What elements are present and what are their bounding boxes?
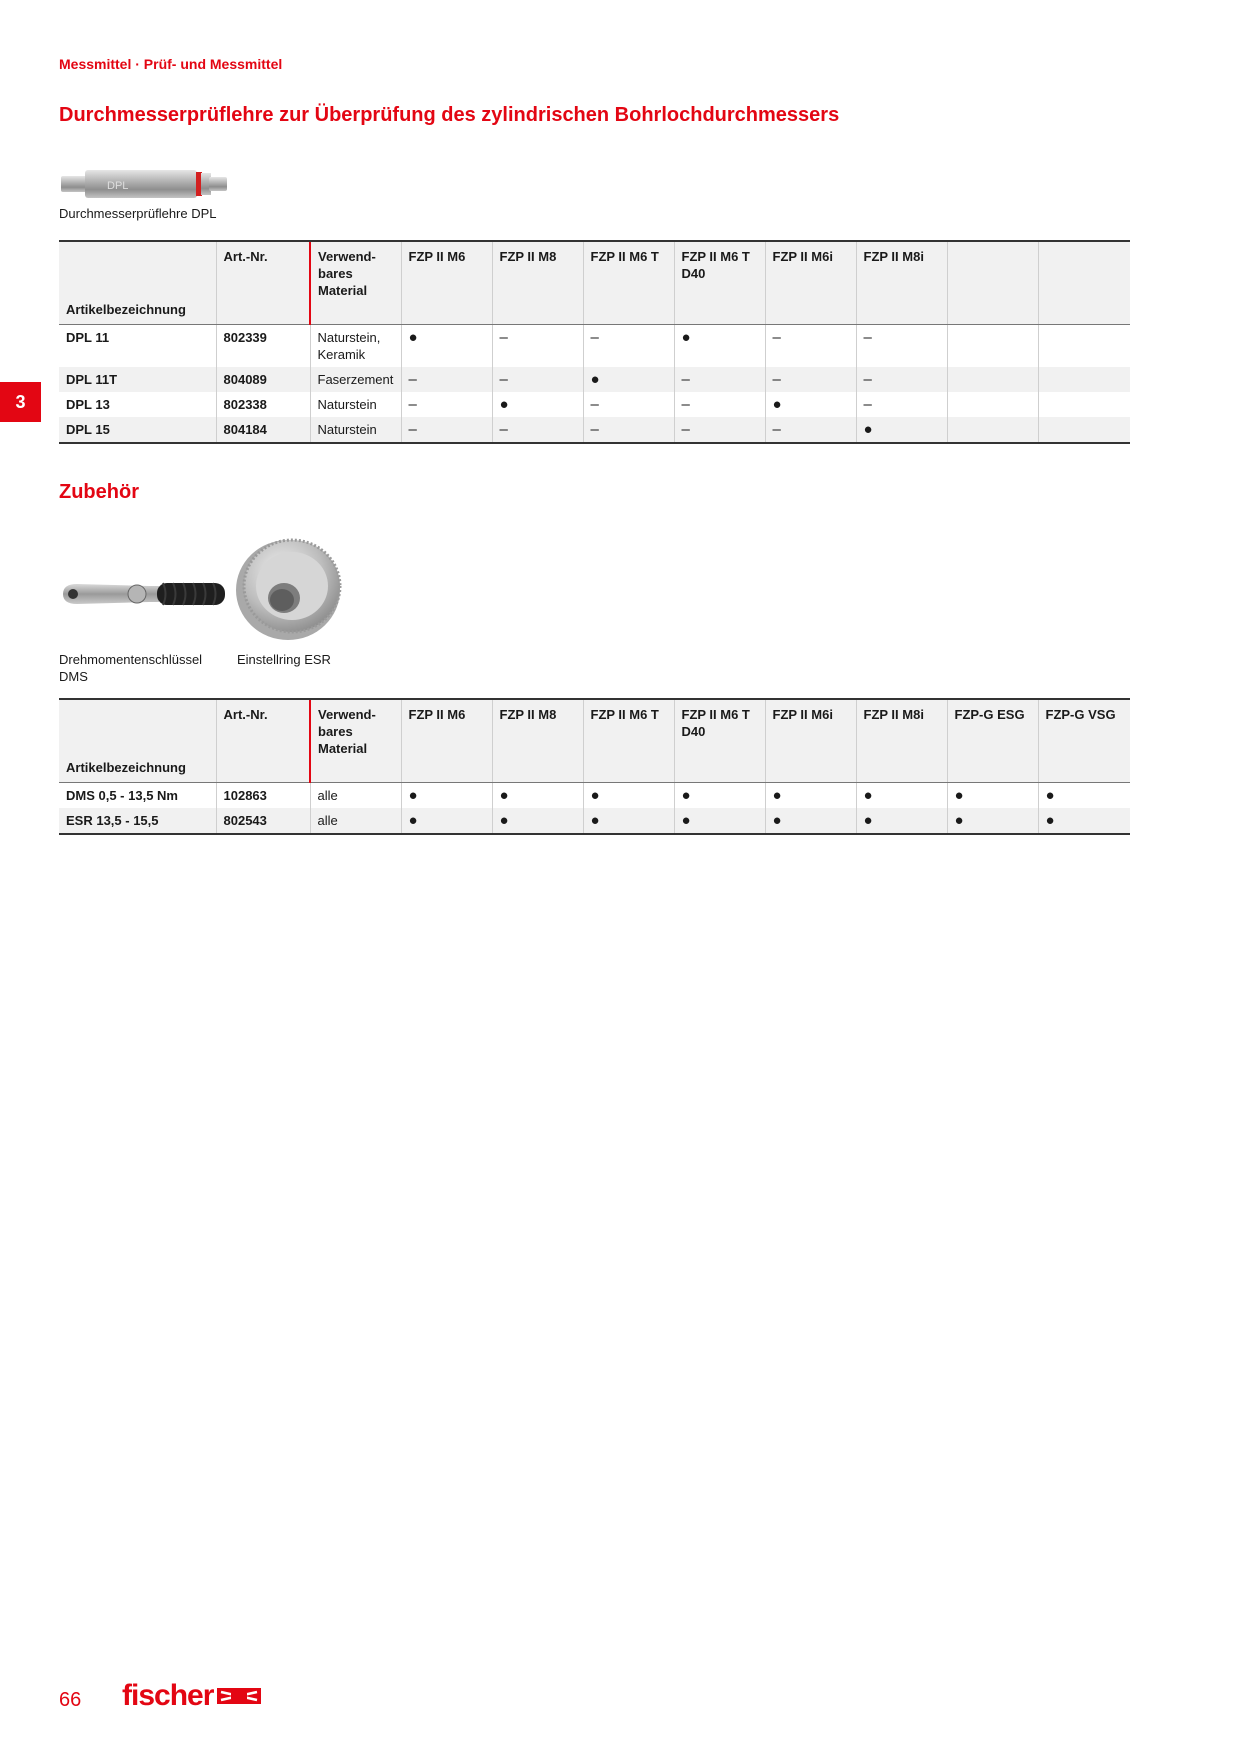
dpl-spec-table [59, 240, 1130, 444]
col-artikelbezeichnung: Artikelbezeichnung [59, 241, 216, 325]
col-fzp-m6t-d40: FZP II M6 T D40 [674, 241, 765, 325]
col-empty-1 [947, 241, 1038, 325]
cell-mark: ● [583, 783, 674, 809]
cell-name: DPL 13 [66, 397, 110, 412]
gauge-engraving: DPL [107, 180, 129, 192]
cell-material: alle [310, 808, 401, 834]
cell-mark: ● [492, 392, 583, 417]
cell-mark: ● [1038, 808, 1130, 834]
cell-mark: – [401, 417, 492, 443]
product-caption: Durchmesserprüflehre DPL [59, 206, 217, 221]
cell-mark: ● [947, 783, 1038, 809]
col-art-nr: Art.-Nr. [216, 241, 310, 325]
section-title-zubehoer: Zubehör [59, 481, 139, 503]
col-fzp-m8i: FZP II M8i [856, 699, 947, 783]
cell-empty [1038, 325, 1130, 368]
col-fzp-m6i: FZP II M6i [765, 241, 856, 325]
cell-art-nr: 802338 [216, 392, 310, 417]
table-row [59, 367, 1130, 392]
cell-empty [947, 417, 1038, 443]
cell-art-nr: 802543 [216, 808, 310, 834]
cell-material: Faserzement [310, 367, 401, 392]
cell-mark: ● [674, 325, 765, 368]
cell-material: Naturstein [310, 417, 401, 443]
cell-empty [1038, 367, 1130, 392]
cell-mark: – [401, 392, 492, 417]
cell-mark: ● [401, 325, 492, 368]
cell-mark: ● [583, 808, 674, 834]
cell-mark: ● [674, 783, 765, 809]
cell-mark: – [492, 325, 583, 368]
cell-empty [947, 392, 1038, 417]
col-material: Verwend- bares Material [310, 699, 401, 783]
cell-mark: ● [583, 367, 674, 392]
col-material: Verwend- bares Material [310, 241, 401, 325]
col-fzp-m8: FZP II M8 [492, 699, 583, 783]
accessory-caption-esr: Einstellring ESR [237, 652, 331, 667]
brand-wordmark: fischer [122, 1679, 214, 1712]
accessories-spec-table [59, 698, 1130, 835]
page-number: 66 [59, 1689, 82, 1711]
col-fzp-m6: FZP II M6 [401, 699, 492, 783]
cell-name: DPL 11 [66, 330, 110, 345]
cell-mark: ● [674, 808, 765, 834]
cell-art-nr: 102863 [216, 783, 310, 809]
col-fzp-g-esg: FZP-G ESG [947, 699, 1038, 783]
col-fzp-g-vsg: FZP-G VSG [1038, 699, 1130, 783]
cell-empty [1038, 392, 1130, 417]
cell-mark: – [583, 417, 674, 443]
cell-mark: ● [492, 783, 583, 809]
cell-name: ESR 13,5 - 15,5 [59, 808, 216, 834]
cell-mark: ● [401, 808, 492, 834]
dpl-gauge-image [59, 160, 229, 208]
col-fzp-m6t: FZP II M6 T [583, 699, 674, 783]
col-fzp-m6t: FZP II M6 T [583, 241, 674, 325]
cell-mark: ● [401, 783, 492, 809]
cell-material: Naturstein [310, 392, 401, 417]
cell-mark: ● [492, 808, 583, 834]
cell-mark: – [674, 392, 765, 417]
cell-name: DPL 15 [59, 417, 216, 443]
cell-mark: – [765, 325, 856, 368]
cell-mark: – [765, 417, 856, 443]
cell-name: DPL 11T [59, 367, 216, 392]
cell-mark: – [856, 325, 947, 368]
col-fzp-m8: FZP II M8 [492, 241, 583, 325]
cell-mark: – [674, 367, 765, 392]
cell-art-nr: 804184 [216, 417, 310, 443]
cell-mark: – [401, 367, 492, 392]
adjusting-ring-image [234, 536, 344, 641]
cell-empty [1038, 417, 1130, 443]
cell-mark: ● [765, 808, 856, 834]
chapter-tab-marker[interactable]: 3 [0, 382, 41, 422]
cell-mark: – [856, 367, 947, 392]
table-row [59, 808, 1130, 834]
col-art-nr: Art.-Nr. [216, 699, 310, 783]
torque-wrench-image [59, 572, 229, 616]
cell-mark: – [856, 392, 947, 417]
cell-mark: ● [947, 808, 1038, 834]
table-row [59, 417, 1130, 443]
col-fzp-m6i: FZP II M6i [765, 699, 856, 783]
col-fzp-m6: FZP II M6 [401, 241, 492, 325]
cell-mark: ● [765, 783, 856, 809]
cell-material: alle [310, 783, 401, 809]
cell-mark: ● [856, 417, 947, 443]
cell-mark: – [583, 392, 674, 417]
col-fzp-m8i: FZP II M8i [856, 241, 947, 325]
fischer-emblem-icon [217, 1686, 261, 1706]
cell-art-nr: 804089 [216, 367, 310, 392]
cell-mark: – [674, 417, 765, 443]
page-title: Durchmesserprüflehre zur Überprüfung des zylindrischen Bohrlochdurchmessers [59, 104, 840, 126]
cell-mark: ● [856, 808, 947, 834]
cell-mark: – [765, 367, 856, 392]
col-empty-2 [1038, 241, 1130, 325]
breadcrumb: Messmittel · Prüf- und Messmittel [59, 56, 283, 72]
cell-empty [947, 325, 1038, 368]
table-row [59, 325, 1130, 368]
cell-mark: – [492, 417, 583, 443]
col-artikelbezeichnung: Artikelbezeichnung [59, 699, 216, 783]
table-header-row [59, 699, 1130, 783]
table-header-row [59, 241, 1130, 325]
cell-mark: ● [1038, 783, 1130, 809]
cell-mark: ● [856, 783, 947, 809]
cell-material: Naturstein, Keramik [310, 325, 401, 368]
cell-mark: – [583, 325, 674, 368]
cell-art-nr: 802339 [216, 325, 310, 368]
col-fzp-m6t-d40: FZP II M6 T D40 [674, 699, 765, 783]
cell-empty [947, 367, 1038, 392]
table-row [59, 783, 1130, 809]
cell-mark: ● [765, 392, 856, 417]
fischer-logo [122, 1679, 261, 1713]
cell-mark: – [492, 367, 583, 392]
cell-name: DMS 0,5 - 13,5 Nm [66, 788, 178, 803]
table-row [59, 392, 1130, 417]
accessory-caption-dms: Drehmomentenschlüssel DMS [59, 652, 203, 684]
